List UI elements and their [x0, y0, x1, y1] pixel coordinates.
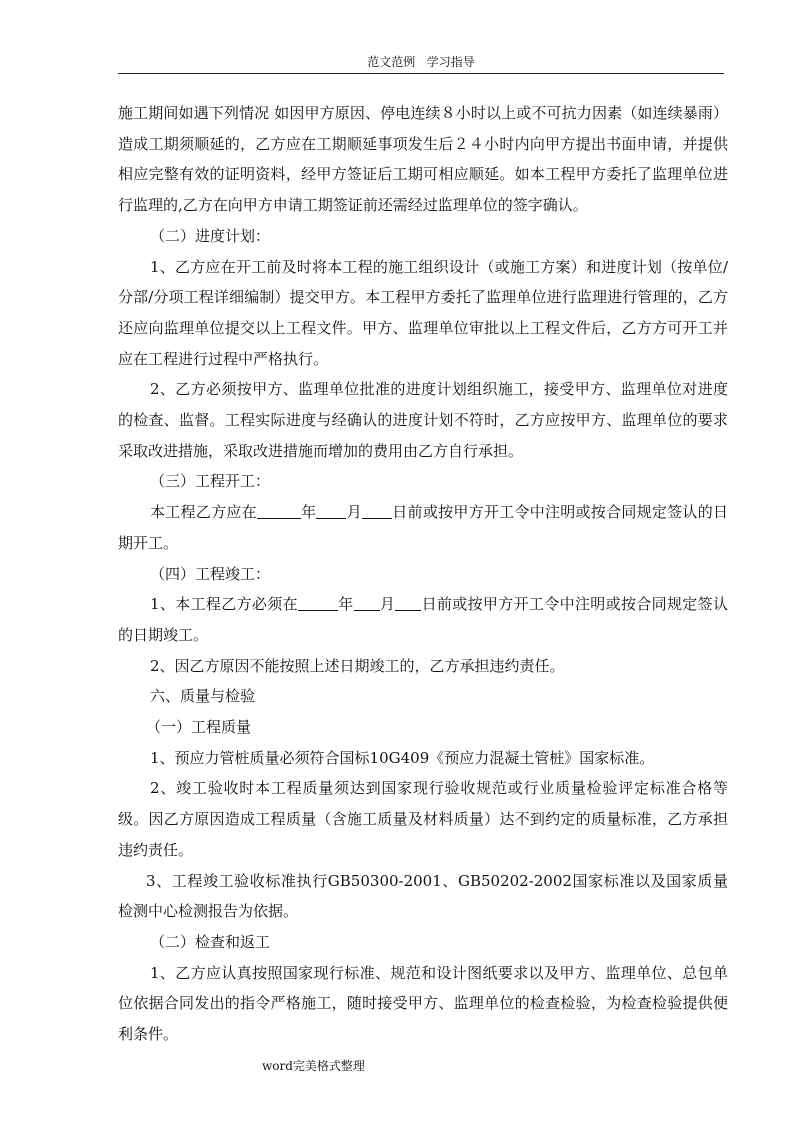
paragraph-schedule-2: 2、乙方必须按甲方、监理单位批准的进度计划组织施工，接受甲方、监理单位对进度的检查、监督。工程实际进度与经确认的进度计划不符时，乙方应按甲方、监理单位的要求采取改进措施，采取改进措施而增加的费用由乙方自行承担。	[118, 380, 728, 460]
paragraph-delay-conditions: 施工期间如遇下列情况 如因甲方原因、停电连续８小时以上或不可抗力因素（如连续暴雨）造成工期须顺延的，乙方应在工期顺延事项发生后２４小时内向甲方提出书面申请，并提供相应完整有效的证明资料，经甲方签证后工期可相应顺延。如本工程甲方委托了监理单位进行监理的,乙方在向甲方申请工期签证前还需经过监理单位的签字确认。	[118, 104, 728, 215]
paragraph-completion-date	[118, 589, 728, 650]
header-text: 范文范例 学习指导	[367, 55, 475, 69]
page-header	[118, 54, 724, 74]
finish-month-blank	[354, 594, 380, 611]
heading-inspection-rework: （二）检查和返工	[150, 932, 271, 951]
paragraph-quality-2: 2、竣工验收时本工程质量须达到国家现行验收规范或行业质量检验评定标准合格等级。因乙方原因造成工程质量（含施工质量及材料质量）达不到约定的质量标准，乙方承担违约责任。	[118, 779, 728, 859]
start-year-label: 年	[300, 503, 317, 522]
document-body	[118, 98, 728, 1050]
paragraph-quality-1: 1、预应力管桩质量必须符合国标10G409《预应力混凝土管桩》国家标准。	[150, 748, 655, 767]
start-prefix: 本工程乙方应在	[150, 503, 257, 522]
heading-project-start: （三）工程开工：	[150, 472, 271, 491]
footer-text: word完美格式整理	[262, 1059, 365, 1073]
paragraph-completion-liability: 2、因乙方原因不能按照上述日期竣工的，乙方承担违约责任。	[150, 656, 565, 675]
paragraph-inspection-1: 1、乙方应认真按照国家现行标准、规范和设计图纸要求以及甲方、监理单位、总包单位依据合同发出的指令严格施工，随时接受甲方、监理单位的检查检验，为检查检验提供便利条件。	[118, 963, 728, 1044]
finish-suffix: 日前或按甲方开工令中注明或按合同规定签认的日期竣工。	[118, 595, 728, 644]
finish-day-blank	[395, 594, 421, 611]
start-month-blank	[316, 502, 346, 519]
finish-prefix: 1、本工程乙方必须在	[150, 595, 298, 614]
start-suffix: 日前或按甲方开工令中注明或按合同规定签认的日期开工。	[118, 503, 728, 552]
heading-project-completion: （四）工程竣工：	[150, 564, 271, 583]
start-year-blank	[257, 502, 301, 519]
paragraph-quality-3: 3、工程竣工验收标准执行GB50300-2001、GB50202-2002国家标准以及国家质量检测中心检测报告为依据。	[118, 871, 728, 921]
heading-quality-inspection: 六、质量与检验	[150, 687, 256, 706]
finish-year-blank	[298, 594, 338, 611]
heading-schedule-plan: （二）进度计划：	[150, 226, 271, 245]
start-month-label: 月	[346, 503, 362, 522]
finish-year-label: 年	[337, 595, 354, 614]
paragraph-start-date	[118, 497, 728, 558]
start-day-blank	[362, 502, 392, 519]
paragraph-schedule-1: 1、乙方应在开工前及时将本工程的施工组织设计（或施工方案）和进度计划（按单位/分部/分项工程详细编制）提交甲方。本工程甲方委托了监理单位进行监理进行管理的，乙方还应向监理单位提交以上工程文件。甲方、监理单位审批以上工程文件后，乙方方可开工并应在工程进行过程中严格执行。	[118, 257, 728, 368]
page-footer	[262, 1058, 365, 1074]
finish-month-label: 月	[379, 595, 396, 614]
heading-project-quality: （一）工程质量	[146, 718, 252, 737]
